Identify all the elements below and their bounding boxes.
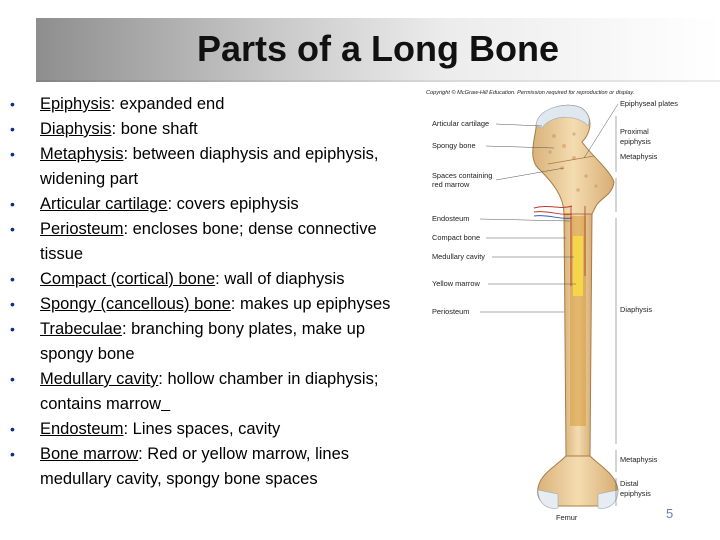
label-spongy-bone: Spongy bone [432, 141, 476, 150]
bullet-term: Compact (cortical) bone [40, 270, 216, 288]
label-distal-epiphysis: epiphysis [620, 489, 651, 498]
bullet-spongy-bone [10, 292, 420, 317]
bullet-icon: • [10, 146, 15, 162]
bullet-trailing-underline [161, 395, 170, 413]
label-proximal-epiphysis: epiphysis [620, 137, 651, 146]
bullet-icon: • [10, 421, 15, 437]
bullet-text: : Lines spaces, cavity [123, 420, 281, 438]
bullet-term: Spongy (cancellous) bone [40, 295, 231, 313]
label-compact-bone: Compact bone [432, 233, 481, 242]
label-metaphysis-proximal: Metaphysis [620, 152, 658, 161]
bullet-endosteum [10, 417, 420, 442]
bullet-text: : makes up epiphyses [230, 295, 391, 313]
label-spaces-containing: Spaces containing [432, 171, 493, 180]
bullet-term: Metaphysis [40, 145, 124, 163]
bullet-text: : hollow chamber in diaphysis; contains marrow [40, 370, 379, 413]
bullet-icon: • [10, 296, 15, 312]
bullet-icon: • [10, 196, 15, 212]
bullet-periosteum [10, 217, 420, 267]
label-articular-cartilage: Articular cartilage [432, 119, 490, 128]
label-red-marrow: red marrow [432, 180, 470, 189]
bullet-text: : Red or yellow marrow, lines medullary cavity, spongy bone spaces [40, 445, 350, 488]
bullet-term: Medullary cavity [40, 370, 159, 388]
bullet-list [10, 92, 420, 492]
bullet-trabeculae [10, 317, 420, 367]
label-proximal: Proximal [620, 127, 649, 136]
bullet-icon: • [10, 221, 15, 237]
bullet-icon: • [10, 446, 15, 462]
figure-caption: Femur [556, 513, 578, 522]
label-epiphyseal-plates: Epiphyseal plates [620, 99, 678, 108]
bullet-articular-cartilage [10, 192, 420, 217]
bullet-diaphysis [10, 117, 420, 142]
bullet-text: : bone shaft [111, 120, 198, 138]
label-yellow-marrow: Yellow marrow [432, 279, 480, 288]
bullet-term: Trabeculae [40, 320, 122, 338]
bullet-text: : between diaphysis and epiphysis, widening part [40, 145, 379, 188]
label-endosteum: Endosteum [432, 214, 470, 223]
label-metaphysis-distal: Metaphysis [620, 455, 658, 464]
bullet-text: : branching bony plates, make up spongy bone [40, 320, 366, 363]
bullet-medullary-cavity [10, 367, 420, 417]
bullet-metaphysis [10, 142, 420, 192]
label-distal: Distal [620, 479, 639, 488]
bullet-text: : expanded end [110, 95, 225, 113]
bullet-icon: • [10, 271, 15, 287]
label-periosteum: Periosteum [432, 307, 470, 316]
slide-title: Parts of a Long Bone [196, 28, 560, 69]
figure-copyright: Copyright © McGraw-Hill Education. Permission required for reproduction or display. [426, 90, 635, 96]
bullet-term: Bone marrow [40, 445, 139, 463]
bullet-text: : wall of diaphysis [215, 270, 345, 288]
bullet-term: Articular cartilage [40, 195, 168, 213]
bullet-term: Epiphysis [40, 95, 111, 113]
yellow-marrow [573, 236, 583, 296]
bullet-icon: • [10, 121, 15, 137]
bullet-term: Endosteum [40, 420, 124, 438]
bullet-icon: • [10, 321, 15, 337]
bullet-icon: • [10, 96, 15, 112]
label-diaphysis: Diaphysis [620, 305, 653, 314]
bullet-epiphysis [10, 92, 420, 117]
bullet-term: Diaphysis [40, 120, 112, 138]
bullet-text: : covers epiphysis [167, 195, 299, 213]
bullet-compact-bone [10, 267, 420, 292]
femur-figure [424, 86, 680, 526]
bullet-bone-marrow [10, 442, 420, 492]
bullet-icon: • [10, 371, 15, 387]
bullet-text: : encloses bone; dense connective tissue [40, 220, 377, 263]
label-medullary-cavity: Medullary cavity [432, 252, 485, 261]
page-number: 5 [666, 506, 674, 521]
bullet-term: Periosteum [40, 220, 124, 238]
